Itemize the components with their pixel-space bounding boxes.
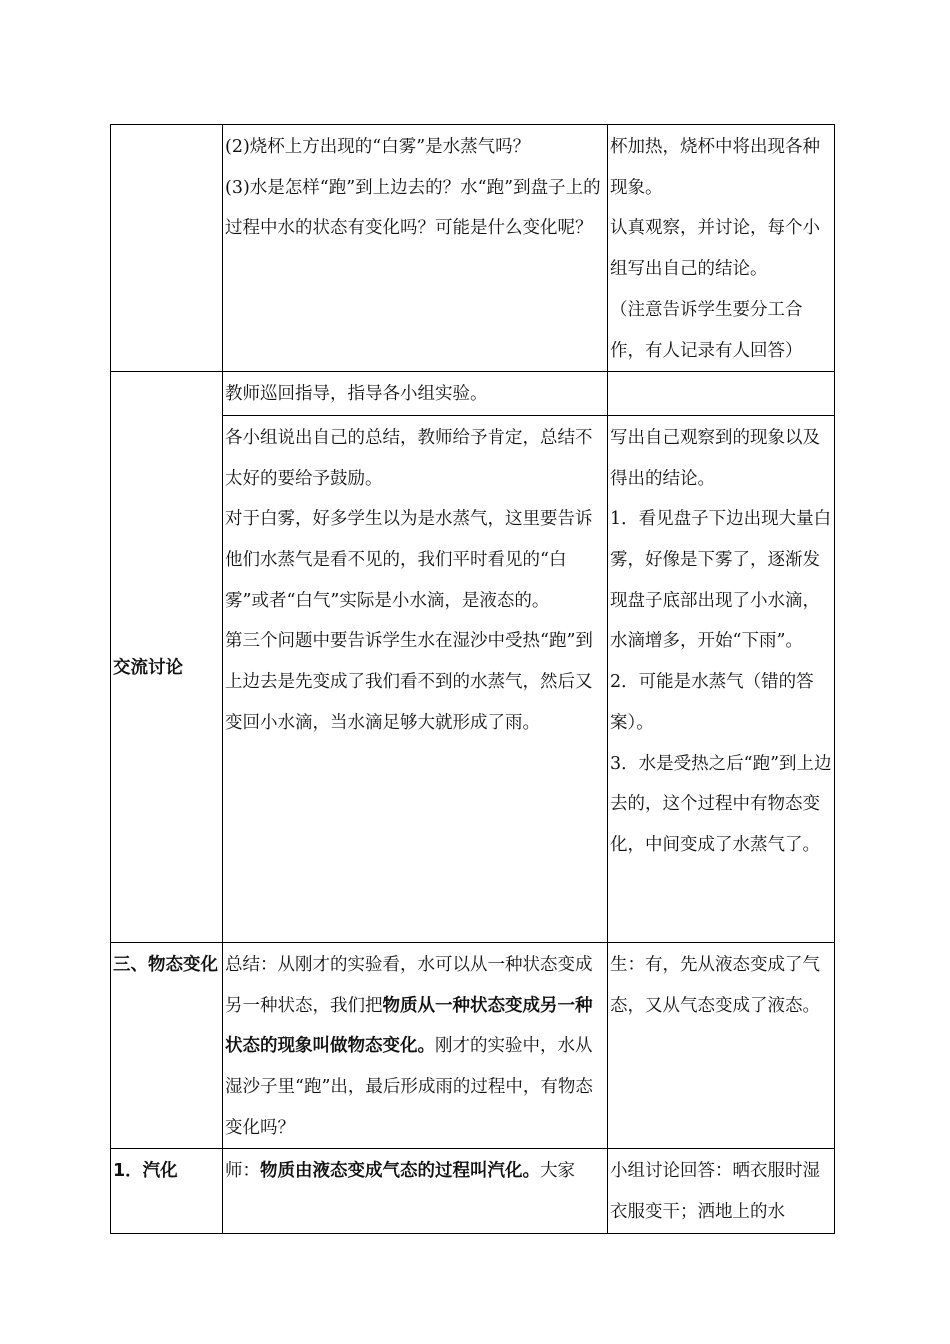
student-empty-cell: [608, 372, 835, 416]
teacher-summary-cell: [223, 942, 608, 1149]
definition-text: 物质由液态变成气态的过程叫汽化。: [260, 1161, 540, 1182]
teacher-text: 总结：从刚才的实验看，水可以从一种状态变成另一种状态，我们把: [225, 954, 593, 1016]
teacher-definition-cell: [223, 1149, 608, 1233]
stage-label-vaporization: 1．汽化: [111, 1149, 223, 1233]
student-text: 写出自己观察到的现象以及得出的结论。: [610, 427, 820, 489]
student-text: 认真观察，并讨论，每个小组写出自己的结论。: [610, 218, 820, 280]
definition-text: 物质从一种状态变成另一种状态的现象叫做物态变化。: [225, 995, 593, 1057]
student-text: 杯加热，烧杯中将出现各种现象。: [610, 137, 820, 198]
stage-label-state-change: 三、物态变化: [111, 942, 223, 1149]
student-text: （注意告诉学生要分工合作，有人记录有人回答）: [610, 299, 803, 361]
table-row: [111, 1149, 835, 1233]
stage-cell-empty: [111, 125, 223, 372]
teacher-text: 对于白雾，好多学生以为是水蒸气，这里要告诉他们水蒸气是看不见的，我们平时看见的“白雾”或者“白气”实际是小水滴，是液态的。: [225, 509, 593, 611]
lesson-plan-table: [110, 124, 835, 1234]
table-row: [111, 125, 835, 372]
student-activity-cell: [608, 125, 835, 372]
table-row: [111, 372, 835, 416]
teacher-text: 师：: [225, 1161, 260, 1182]
teacher-guide-cell: 教师巡回指导，指导各小组实验。: [223, 372, 608, 416]
teacher-text: 大家: [540, 1161, 575, 1182]
teacher-activity-cell: [223, 125, 608, 372]
teacher-text: 各小组说出自己的总结，教师给予肯定，总结不太好的要给予鼓励。: [225, 427, 593, 489]
student-answer-cell: 小组讨论回答：晒衣服时湿衣服变干；洒地上的水: [608, 1149, 835, 1233]
student-text: 3．水是受热之后“跑”到上边去的，这个过程中有物态变化，中间变成了水蒸气了。: [610, 753, 832, 855]
teacher-summary-cell: [223, 415, 608, 942]
teacher-text: 刚才的实验中，水从湿沙子里“跑”出，最后形成雨的过程中，有物态变化吗？: [225, 1036, 593, 1138]
student-text: 2．可能是水蒸气（错的答案）。: [610, 672, 814, 733]
student-answer-cell: 生：有，先从液态变成了气态，又从气态变成了液态。: [608, 942, 835, 1149]
student-observation-cell: [608, 415, 835, 942]
table-row: [111, 942, 835, 1149]
teacher-text: 第三个问题中要告诉学生水在湿沙中受热“跑”到上边去是先变成了我们看不到的水蒸气，然后又变回小水滴，当水滴足够大就形成了雨。: [225, 631, 593, 733]
student-text: 1．看见盘子下边出现大量白雾，好像是下雾了，逐渐发现盘子底部出现了小水滴，水滴增多，开始“下雨”。: [610, 509, 832, 652]
question-2: (2)烧杯上方出现的“白雾”是水蒸气吗？: [225, 137, 531, 157]
stage-label-discussion: 交流讨论: [111, 372, 223, 943]
question-3: (3)水是怎样“跑”到上边去的？水“跑”到盘子上的过程中水的状态有变化吗？可能是什么变化呢？: [225, 177, 601, 239]
